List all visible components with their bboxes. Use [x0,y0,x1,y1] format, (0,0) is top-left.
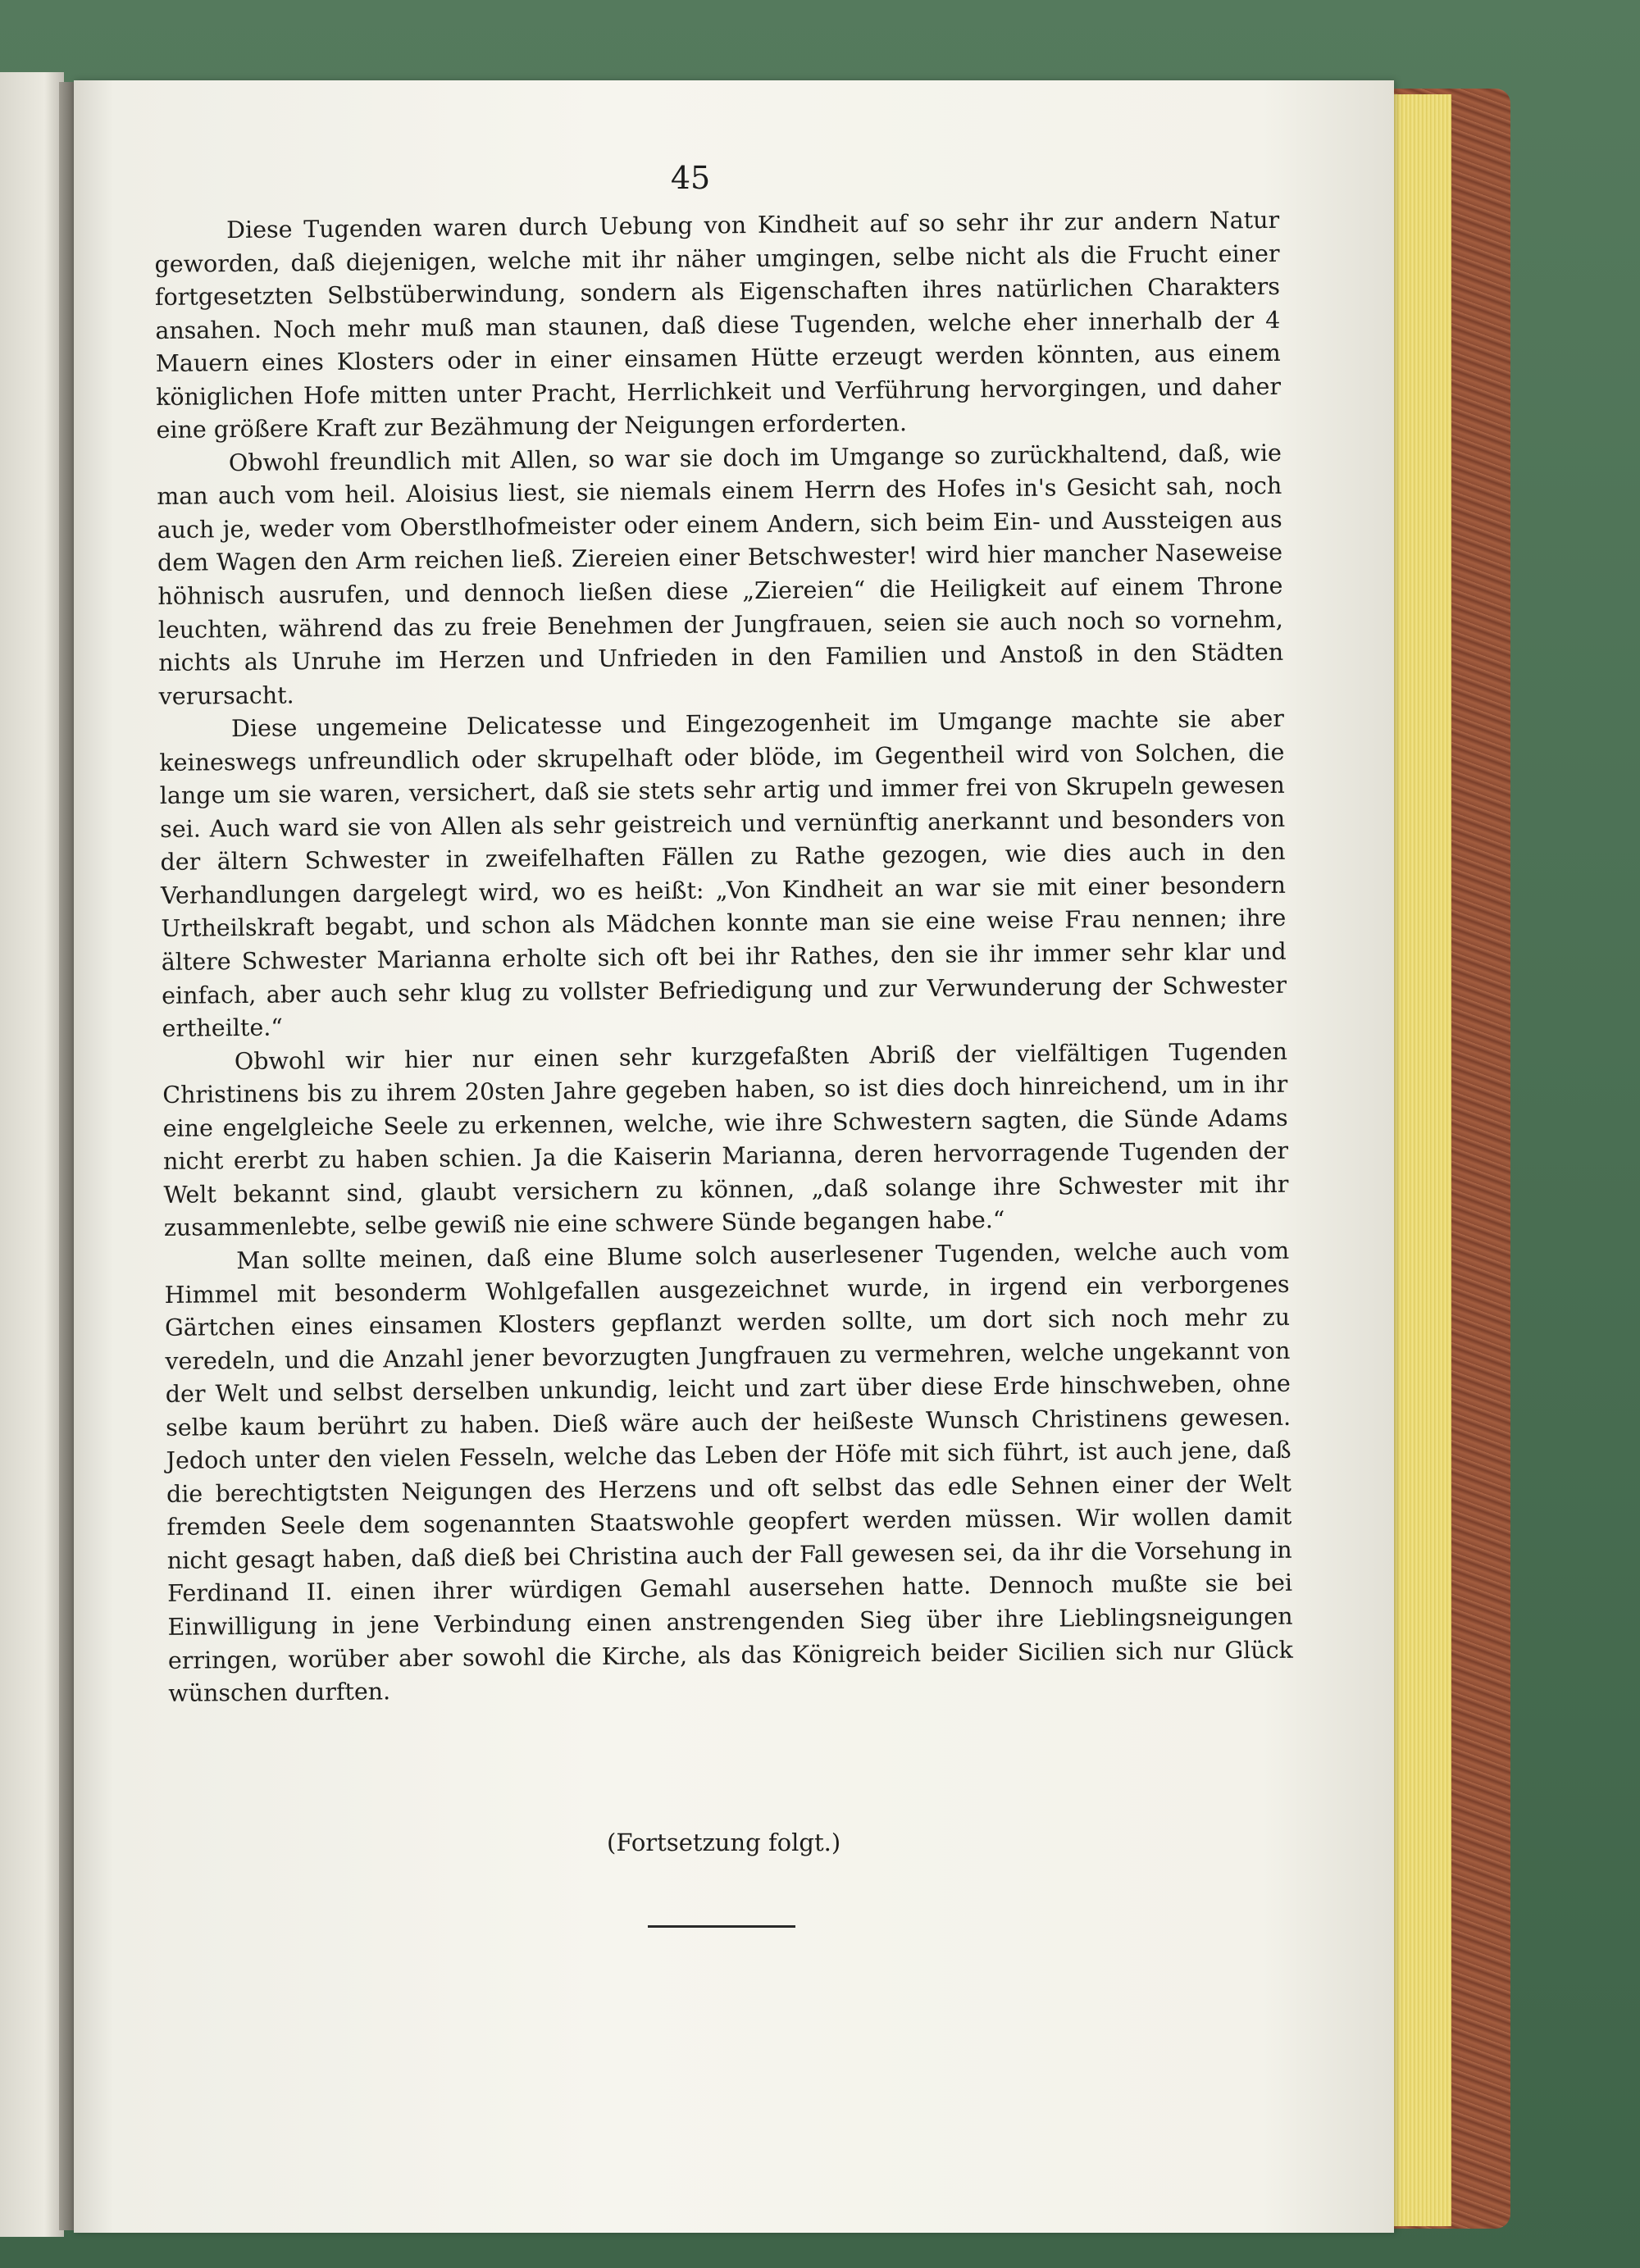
paragraph-5: Man sollte meinen, daß eine Blume solch auserlesener Tugenden, welche auch vom Himmel mit besonderm Wohlgefallen ausgezeichnet wurde, in irgend ein verborgenes Gärtchen eines einsamen Klosters gepflanzt werden sollte, um dort sich noch mehr zu veredeln, und die Anzahl jener bevorzugten Jungfrauen zu vermehren, welche ungekannt von der Welt und selbst derselben unkundig, leicht und zart über diese Erde hinschweben, ohne selbe kaum berührt zu haben. Dieß wäre auch der heißeste Wunsch Christinens gewesen. Jedoch unter den vielen Fesseln, welche das Leben der Höfe mit sich führt, ist auch jene, daß die berechtigtsten Neigungen des Herzens und oft selbst das edle Sehnen einer der Welt fremden Seele dem sogenannten Staatswohle geopfert werden müssen. Wir wollen damit nicht gesagt haben, daß dieß bei Christina auch der Fall gewesen sei, da ihr die Vorsehung in Ferdinand II. einen ihrer würdigen Gemahl auserseh​en hatte. Dennoch mußte sie bei Einwilligung in jene Verbindung einen anstrengenden Sieg über ihre Lieblingsneigungen erringen, worüber aber sowohl die Kirche, als das Königreich beider Sicilien sich nur Glück wünschen durften. [164,1236,1294,1707]
page-edges [1386,94,1451,2226]
book-gutter [59,82,75,2230]
paragraph-2: Obwohl freundlich mit Allen, so war sie doch im Umgange so zurückhaltend, daß, wie man auch vom heil. Aloisius liest, sie niemals einem Herrn des Hofes in's Gesicht sah, noch auch je, weder vom Oberstlhofmeister oder einem Andern, sich beim Ein- und Aussteigen aus dem Wagen den Arm reichen ließ. Ziereien einer Betschwester! wird hier mancher Naseweise höhnisch ausrufen, und dennoch ließen diese „Ziereien“ die Heiligkeit auf einem Throne leuchten, während das zu freie Benehmen der Jungfrauen, seien sie auch noch so vornehm, nichts als Unruhe im Herzen und Unfrieden in den Familien und Anstoß in den Städten verursacht. [157,439,1284,710]
continuation-note: (Fortsetzung folgt.) [607,1829,841,1856]
paragraph-1: Diese Tugenden waren durch Uebung von Kindheit auf so sehr ihr zur andern Natur geworden, daß diejenigen, welche mit ihr näher umgingen, selbe nicht als die Frucht einer fortgesetzten Selbstüberwindung, sondern als Eigenschaften ihres natürlichen Charakters ansahen. Noch mehr muß man staunen, daß diese Tugenden, welche eher innerhalb der 4 Mauern eines Klosters oder in einer einsamen Hütte erzeugt werden könnten, aus einem königlichen Hofe mitten unter Pracht, Herrlichkeit und Verführung hervorgingen, und daher eine größere Kraft zur Bezähmung der Neigungen erforderten. [154,206,1282,444]
paragraph-4: Obwohl wir hier nur einen sehr kurzgefaßten Abriß der vielfältigen Tugenden Christinens bis zu ihrem 20sten Jahre gegeben haben, so ist dies doch hinreichend, um in ihr eine engelgleiche Seele zu erkennen, welche, wie ihre Schwestern sagten, die Sünde Adams nicht ererbt zu haben schien. Ja die Kaiserin Marianna, deren hervorragende Tugenden der Welt bekannt sind, glaubt versichern zu können, „daß solange ihre Schwester mit ihr zusammenlebte, selbe gewiß nie eine schwere Sünde begangen habe.“ [162,1037,1289,1242]
paragraph-3: Diese ungemeine Delicatesse und Eingezogenheit im Umgange machte sie aber keineswegs unfreundlich oder skrupelhaft oder blöde, im Gegentheil wird von Solchen, die lange um sie waren, versichert, daß sie stets sehr artig und immer frei von Skrupeln gewesen sei. Auch ward sie von Allen als sehr geistreich und vernünftig anerkannt und besonders von der ältern Schwester in zweifelhaften Fällen zu Rathe gezogen, wie dies auch in den Verhandlungen dargelegt wird, wo es heißt: „Von Kindheit an war sie mit einer besondern Urtheilskraft begabt, und schon als Mädchen konnte man sie eine weise Frau nennen; ihre ältere Schwester Marianna erholte sich oft bei ihr Rathes, den sie ihr immer sehr klar und einfach, aber auch sehr klug zu vollster Befriedigung und zur Verwunderung der Schwester ertheilte.“ [159,705,1287,1043]
body-text [154,204,1293,1711]
left-page-fragment [0,72,64,2237]
page-number: 45 [670,160,711,196]
section-divider [648,1925,795,1928]
